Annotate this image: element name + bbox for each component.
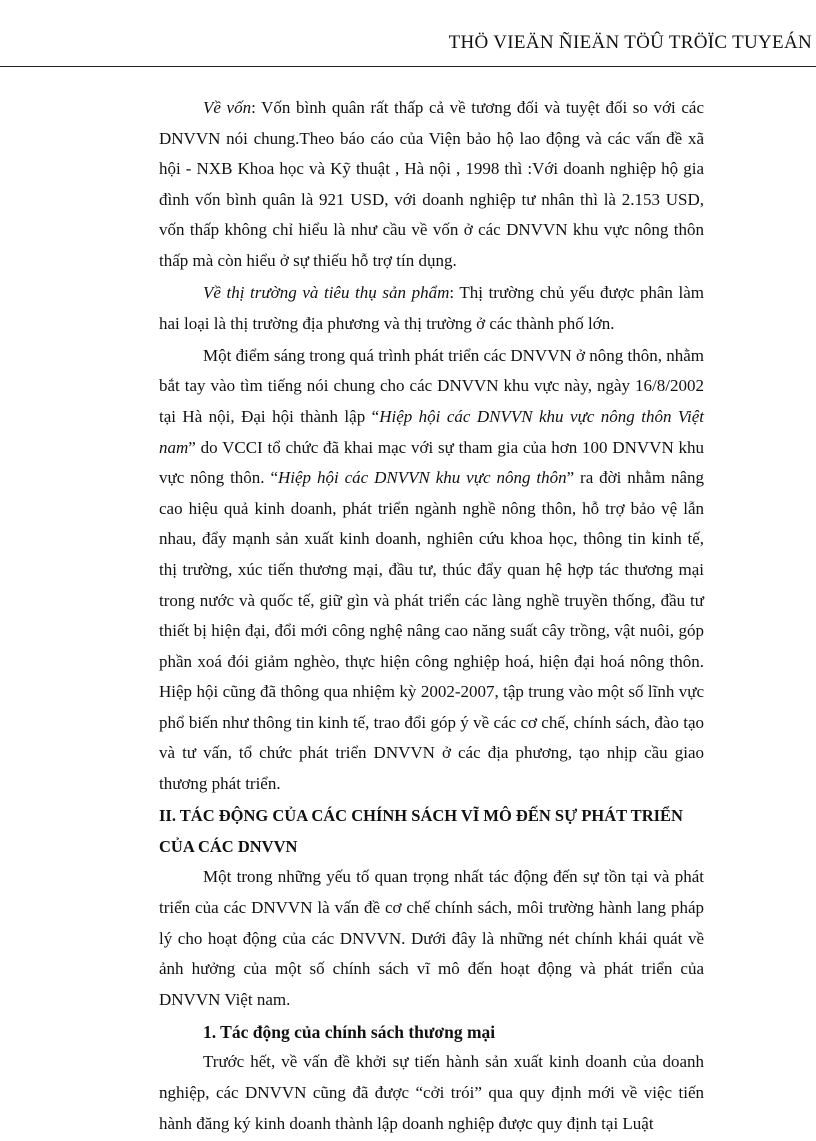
section-heading-ii: II. TÁC ĐỘNG CỦA CÁC CHÍNH SÁCH VĨ MÔ ĐẾN SỰ PHÁT TRIỂN CỦA CÁC DNVVN xyxy=(159,806,683,856)
association-name-short: Hiệp hội các DNVVN khu vực nông thôn xyxy=(278,468,567,488)
header-divider xyxy=(0,66,816,67)
paragraph-text: ” ra đời nhằm nâng cao hiệu quả kinh doanh, phát triển ngành nghề nông thôn, hỗ trợ bảo vệ lẫn nhau, đẩy mạnh sản xuất kinh doanh, nghiên cứu khoa học, thông tin kinh tế, thị trường, xúc tiến thương mại, đầu tư, thúc đẩy quan hệ hợp tác thương mại trong nước và quốc tế, giữ gìn và phát triển các làng nghề truyền thống, đầu tư thiết bị hiện đại, đổi mới công nghệ nâng cao năng suất cây trồng, vật nuôi, góp phần xoá đói giảm nghèo, thực hiện công nghiệp hoá, hiện đại hoá nông thôn. Hiệp hội cũng đã thông qua nhiệm kỳ 2002-2007, tập trung vào một số lĩnh vực phổ biến như thông tin kinh tế, trao đổi góp ý về các cơ chế, chính sách, đào tạo và tư vấn, tổ chức phát triển DNVVN ở các địa phương, tạo nhịp cầu giao thương phát triển. xyxy=(159,468,705,794)
paragraph-text: : Thị trường chủ yếu được phân làm hai loại là thị trường địa phương và thị trường ở các thành phố lớn. xyxy=(159,283,704,333)
paragraph-text: Một điểm sáng trong quá trình phát triển các DNVVN ở nông thôn, nhằm bắt tay vào tìm tiếng nói chung cho các DNVVN khu vực này, ngày 16/8/2002 tại Hà nội, Đại hội thành lập “ xyxy=(159,345,704,426)
header-title: THÖ VIEÄN ÑIEÄN TÖÛ TRÖÏC TUYEÁN xyxy=(448,32,812,53)
paragraph-lead: Về vốn xyxy=(203,98,252,117)
paragraph-policy-intro: Một trong những yếu tố quan trọng nhất tác động đến sự tồn tại và phát triển của các DNVVN là vấn đề cơ chế chính sách, môi trường hành lang pháp lý cho hoạt động của các DNVVN. Dưới đây là những nét chính khái quát về ảnh hưởng của một số chính sách vĩ mô đến hoạt động và phát triển của DNVVN Việt nam. xyxy=(159,867,704,1009)
paragraph-text: ” do VCCI tổ chức đã khai mạc với sự tham gia của hơn 100 DNVVN khu vực nông thôn. “ xyxy=(159,437,704,488)
subsection-heading-1: 1. Tác động của chính sách thương mại xyxy=(203,1021,496,1042)
paragraph-lead: Về thị trường và tiêu thụ sản phẩm xyxy=(203,283,450,303)
paragraph-capital xyxy=(159,93,704,277)
paragraph-text: : Vốn bình quân rất thấp cả về tương đối và tuyệt đối so với các DNVVN nói chung.Theo báo cáo của Viện bảo hộ lao động và các vấn đề xã hội - NXB Khoa học và Kỹ thuật , Hà nội , 1998 thì :Với doanh nghiệp hộ gia đình vốn bình quân là 921 USD, với doanh nghiệp tư nhân thì là 2.153 USD, vốn thấp không chỉ hiểu là như cầu về vốn ở các DNVVN khu vực nông thôn thấp mà còn hiểu ở sự thiếu hỗ trợ tín dụng. xyxy=(159,98,704,270)
association-name: Hiệp hội các DNVVN khu vực nông thôn Việt nam xyxy=(159,406,704,457)
paragraph-association xyxy=(159,341,704,800)
paragraph-market xyxy=(159,278,704,339)
document-body xyxy=(159,93,704,1141)
page-header xyxy=(300,32,812,58)
paragraph-trade-policy: Trước hết, về vấn đề khởi sự tiến hành sản xuất kinh doanh của doanh nghiệp, các DNVVN cũng đã được “cởi trói” qua quy định mới về việc tiến hành đăng ký kinh doanh thành lập doanh nghiệp được quy định tại Luật xyxy=(159,1052,704,1133)
